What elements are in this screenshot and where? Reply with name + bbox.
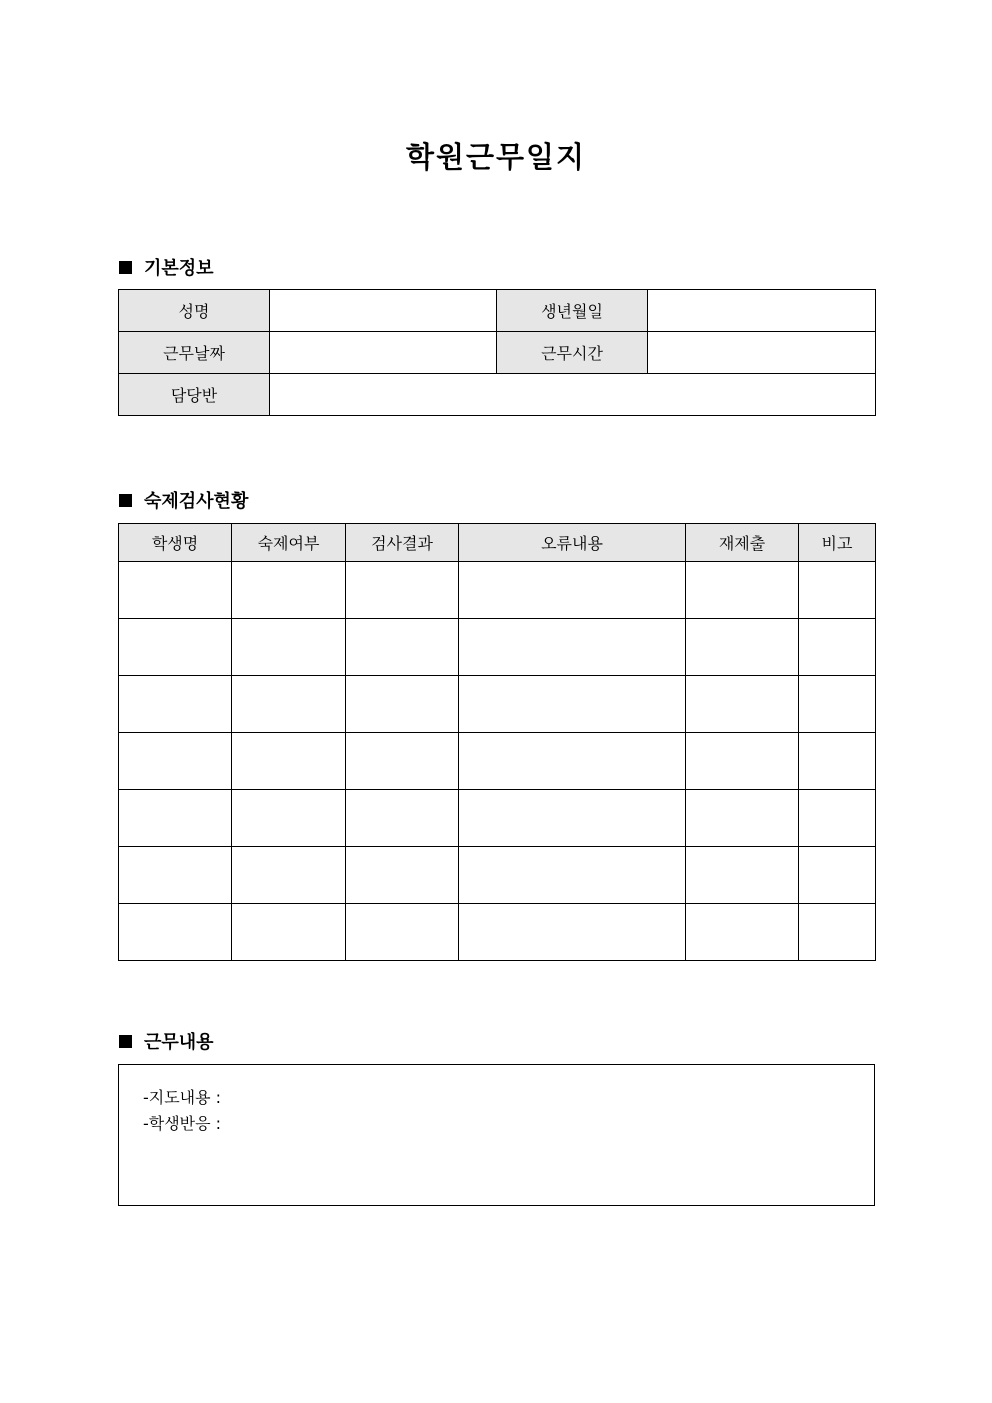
homework-cell[interactable]	[799, 904, 876, 961]
homework-cell[interactable]	[459, 676, 686, 733]
homework-cell[interactable]	[346, 733, 459, 790]
homework-cell[interactable]	[346, 904, 459, 961]
homework-cell[interactable]	[799, 562, 876, 619]
homework-cell[interactable]	[459, 790, 686, 847]
homework-cell[interactable]	[119, 676, 232, 733]
homework-cell[interactable]	[686, 847, 799, 904]
homework-cell[interactable]	[459, 847, 686, 904]
homework-cell[interactable]	[799, 790, 876, 847]
square-bullet-icon	[119, 1035, 132, 1048]
section-work-heading	[119, 1028, 214, 1054]
homework-cell[interactable]	[346, 619, 459, 676]
work-date-label: 근무날짜	[119, 332, 270, 374]
name-field[interactable]	[270, 290, 497, 332]
homework-table	[118, 523, 876, 961]
class-field[interactable]	[270, 374, 876, 416]
header-note: 비고	[799, 524, 876, 562]
header-errors: 오류내용	[459, 524, 686, 562]
homework-cell[interactable]	[119, 790, 232, 847]
homework-cell[interactable]	[232, 619, 346, 676]
square-bullet-icon	[119, 494, 132, 507]
header-result: 검사결과	[346, 524, 459, 562]
homework-cell[interactable]	[232, 562, 346, 619]
homework-cell[interactable]	[459, 562, 686, 619]
homework-cell[interactable]	[232, 733, 346, 790]
class-label: 담당반	[119, 374, 270, 416]
student-response-line: -학생반응 :	[143, 1114, 222, 1133]
work-time-field[interactable]	[648, 332, 876, 374]
work-content-box[interactable]	[118, 1064, 875, 1206]
homework-cell[interactable]	[119, 562, 232, 619]
page-title: 학원근무일지	[405, 140, 587, 174]
basic-info-table	[118, 289, 876, 416]
table-row	[119, 562, 876, 619]
homework-cell[interactable]	[686, 904, 799, 961]
homework-cell[interactable]	[799, 733, 876, 790]
homework-cell[interactable]	[119, 733, 232, 790]
homework-cell[interactable]	[119, 904, 232, 961]
homework-cell[interactable]	[799, 619, 876, 676]
homework-cell[interactable]	[799, 847, 876, 904]
homework-cell[interactable]	[686, 676, 799, 733]
homework-cell[interactable]	[232, 847, 346, 904]
table-row	[119, 904, 876, 961]
homework-cell[interactable]	[459, 904, 686, 961]
homework-cell[interactable]	[346, 790, 459, 847]
header-resubmit: 재제출	[686, 524, 799, 562]
section-homework-heading	[119, 487, 248, 513]
header-student: 학생명	[119, 524, 232, 562]
work-time-label: 근무시간	[497, 332, 648, 374]
homework-cell[interactable]	[232, 904, 346, 961]
table-row	[119, 733, 876, 790]
square-bullet-icon	[119, 261, 132, 274]
homework-cell[interactable]	[346, 676, 459, 733]
section-basic-label: 기본정보	[144, 258, 214, 279]
table-row	[119, 847, 876, 904]
table-row	[119, 790, 876, 847]
homework-cell[interactable]	[686, 790, 799, 847]
work-date-field[interactable]	[270, 332, 497, 374]
homework-cell[interactable]	[346, 562, 459, 619]
homework-header-row	[119, 524, 876, 562]
homework-cell[interactable]	[346, 847, 459, 904]
table-row	[119, 676, 876, 733]
homework-cell[interactable]	[686, 619, 799, 676]
header-done: 숙제여부	[232, 524, 346, 562]
homework-cell[interactable]	[232, 676, 346, 733]
homework-cell[interactable]	[119, 847, 232, 904]
table-row	[119, 619, 876, 676]
section-basic-heading	[119, 254, 214, 280]
homework-cell[interactable]	[686, 733, 799, 790]
birth-field[interactable]	[648, 290, 876, 332]
homework-cell[interactable]	[232, 790, 346, 847]
guidance-line: -지도내용 :	[143, 1088, 222, 1107]
name-label: 성명	[119, 290, 270, 332]
section-work-label: 근무내용	[144, 1032, 214, 1053]
homework-cell[interactable]	[459, 619, 686, 676]
birth-label: 생년월일	[497, 290, 648, 332]
homework-cell[interactable]	[686, 562, 799, 619]
homework-cell[interactable]	[459, 733, 686, 790]
section-homework-label: 숙제검사현황	[144, 491, 249, 512]
homework-cell[interactable]	[799, 676, 876, 733]
homework-cell[interactable]	[119, 619, 232, 676]
